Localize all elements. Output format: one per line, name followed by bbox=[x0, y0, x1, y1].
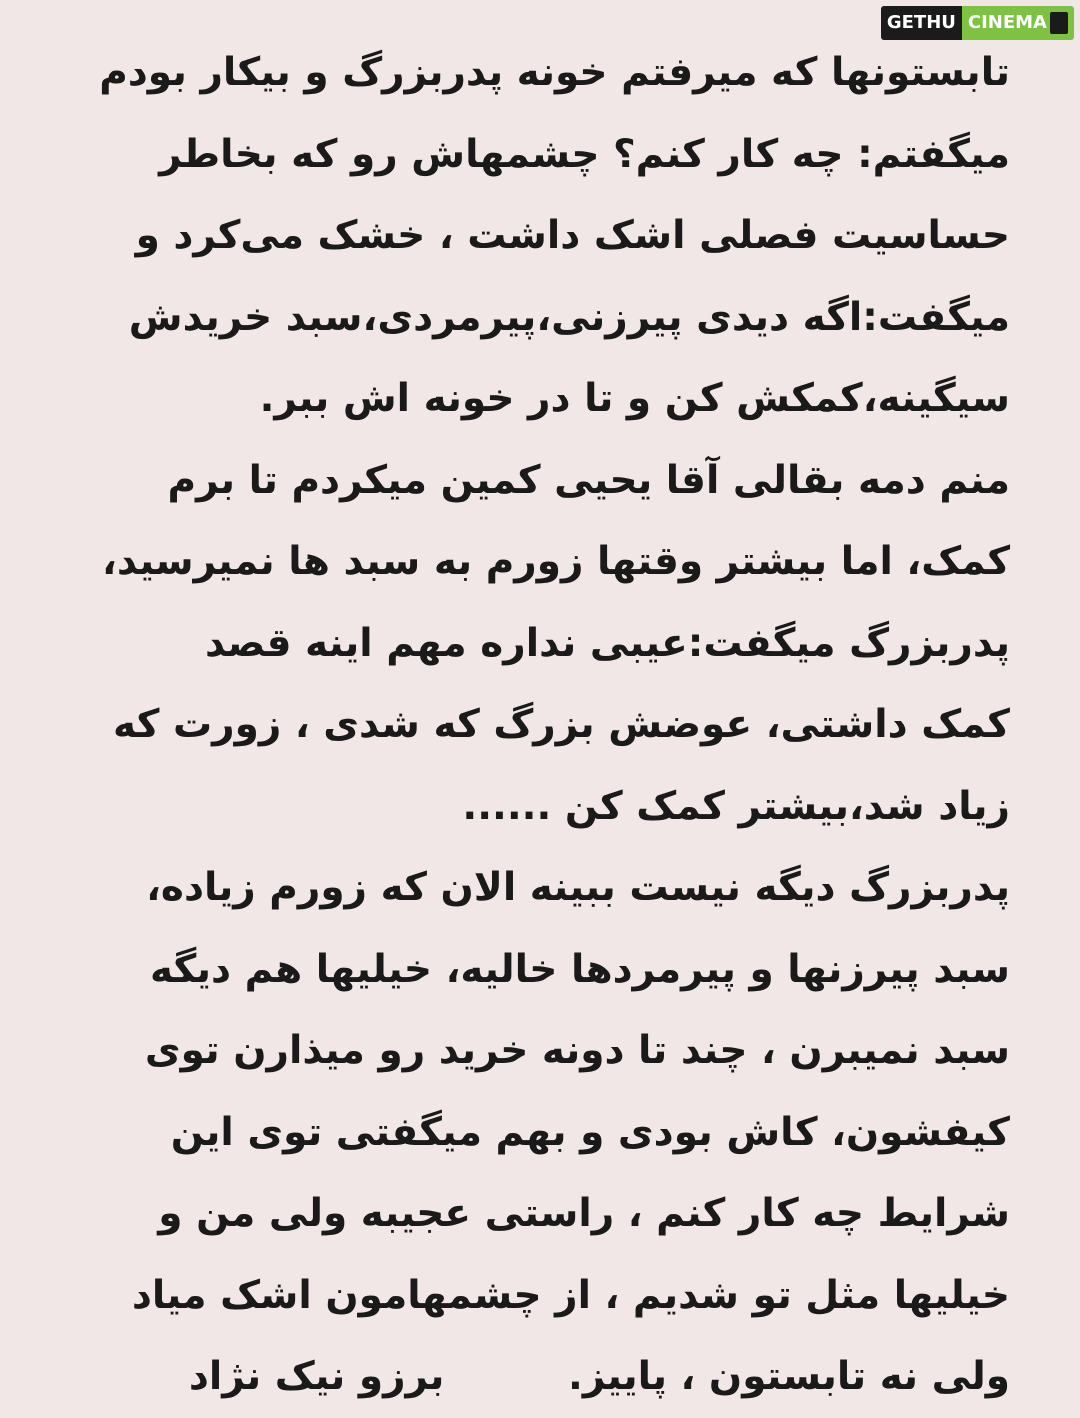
poem-line: سبد نمیبرن ، چند تا دونه خرید رو میذارن توی bbox=[144, 1028, 1010, 1073]
poem-line: شرایط چه کار کنم ، راستی عجیبه ولی من و bbox=[158, 1191, 1010, 1236]
poem-line: پدربزرگ دیگه نیست ببینه الان که زورم زیاده، bbox=[146, 865, 1010, 910]
poem-line: تابستونها که میرفتم خونه پدربزرگ و بیکار بودم bbox=[99, 50, 1010, 95]
poem-last-line: ولی نه تابستون ، پاییز. bbox=[568, 1354, 1010, 1399]
poem-text-block bbox=[40, 32, 1010, 1418]
poem-line: خیلیها مثل تو شدیم ، از چشمهامون اشک میاد bbox=[131, 1272, 1010, 1318]
watermark-right-text: CINEMA bbox=[967, 12, 1047, 33]
film-clapper-icon bbox=[1050, 12, 1068, 34]
poem-line: کیفشون، کاش بودی و بهم میگفتی توی این bbox=[170, 1109, 1010, 1155]
author-signature: برزو نیک نژاد bbox=[188, 1354, 445, 1399]
poem-line: حساسیت فصلی اشک داشت ، خشک می‌کرد و bbox=[135, 213, 1010, 258]
poem-line: سیگینه،کمکش کن و تا در خونه اش ببر. bbox=[259, 376, 1010, 421]
poem-line: پدربزرگ میگفت:عیبی نداره مهم اینه قصد bbox=[204, 620, 1010, 666]
poem-line: میگفت:اگه دیدی پیرزنی،پیرمردی،سبد خریدش bbox=[128, 294, 1010, 340]
poem-line: زیاد شد،بیشتر کمک کن ...... bbox=[462, 783, 1010, 829]
poem-line: منم دمه بقالی آقا یحیی کمین میکردم تا برم bbox=[167, 457, 1010, 503]
poem-line: میگفتم: چه کار کنم؟ چشمهاش رو که بخاطر bbox=[159, 131, 1010, 177]
poem-line: سبد پیرزنها و پیرمردها خالیه، خیلیها هم دیگه bbox=[150, 946, 1010, 992]
poem-final-row bbox=[40, 1336, 1010, 1418]
watermark-left-text: GETHU bbox=[881, 6, 962, 40]
poem-line: کمک داشتی، عوضش بزرگ که شدی ، زورت که bbox=[113, 702, 1010, 747]
poem-line: کمک، اما بیشتر وقتها زورم به سبد ها نمیرسید، bbox=[102, 539, 1010, 584]
